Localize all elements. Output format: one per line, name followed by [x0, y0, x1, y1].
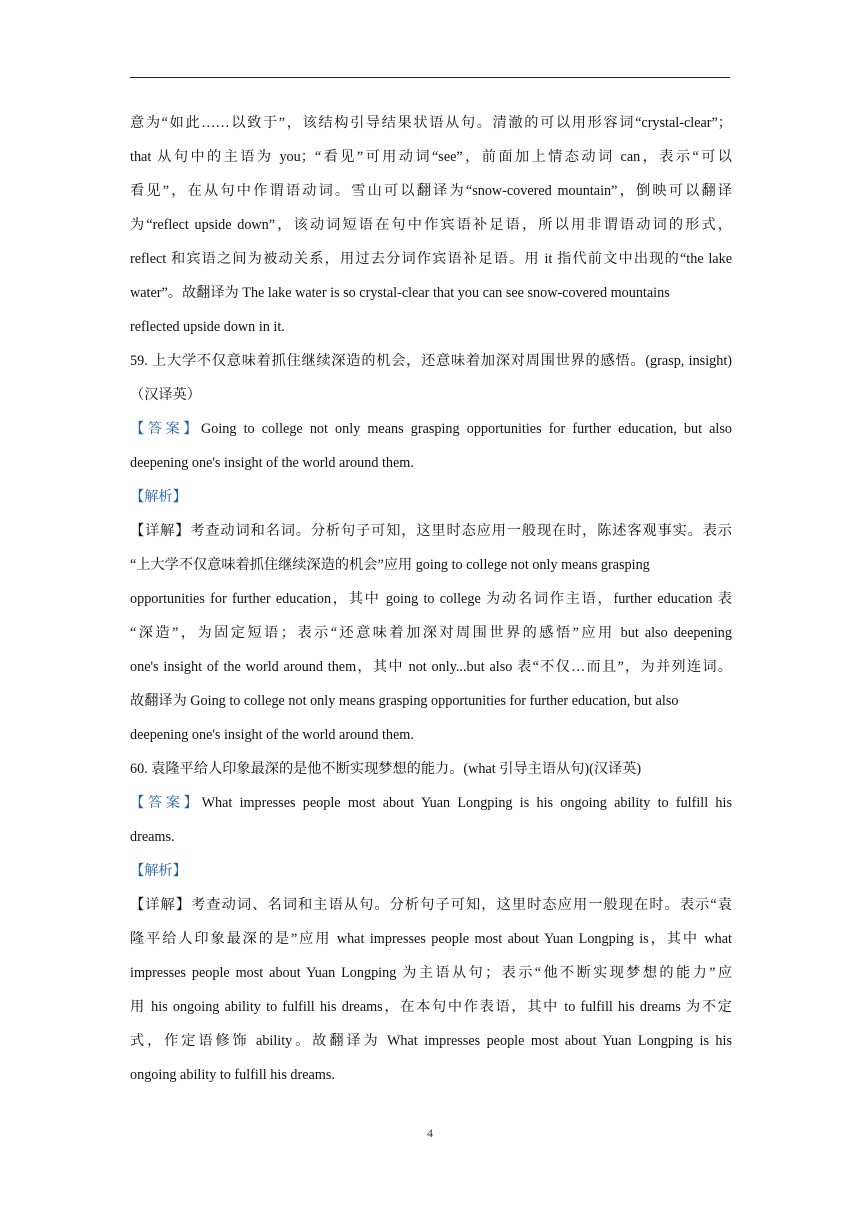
text-line — [130, 650, 732, 684]
text-line — [130, 446, 732, 480]
text-segment: reflect 和宾语之间为被动关系，用过去分词作宾语补足语。用 it 指代前文中出现的“the lake — [130, 251, 732, 267]
text-segment: What impresses people most about Yuan Longping is his ongoing ability to fulfill his — [201, 795, 732, 811]
text-segment: 【详解】考查动词和名词。分析句子可知，这里时态应用一般现在时，陈述客观事实。表示 — [130, 523, 732, 539]
text-segment: 为“reflect upside down”，该动词短语在句中作宾语补足语，所以用非谓语动词的形式， — [130, 217, 732, 233]
header-rule — [130, 77, 730, 78]
text-line — [130, 922, 732, 956]
document-body — [130, 106, 732, 1092]
text-segment: 60. 袁隆平给人印象最深的是他不断实现梦想的能力。(what 引导主语从句)(汉译英) — [130, 761, 642, 777]
text-line — [130, 174, 732, 208]
section-marker: 【解析】 — [130, 863, 187, 879]
text-segment: that 从句中的主语为 you；“看见”可用动词“see”，前面加上情态动词 can，表示“可以 — [130, 149, 732, 165]
text-segment: 用 his ongoing ability to fulfill his dreams，在本句中作表语，其中 to fulfill his dreams 为不定 — [130, 999, 732, 1015]
section-marker: 【解析】 — [130, 489, 187, 505]
section-marker: 【答案】 — [130, 421, 202, 437]
text-line — [130, 616, 732, 650]
text-segment: impresses people most about Yuan Longping 为主语从句；表示“他不断实现梦想的能力”应 — [130, 965, 732, 981]
text-segment: dreams. — [130, 829, 175, 845]
text-line — [130, 1024, 732, 1058]
text-line — [130, 752, 732, 786]
text-segment: Going to college not only means grasping opportunities for further education, but also — [201, 421, 732, 437]
text-line — [130, 310, 732, 344]
text-segment: 59. 上大学不仅意味着抓住继续深造的机会，还意味着加深对周围世界的感悟。(grasp, insight) — [130, 353, 732, 369]
text-segment: reflected upside down in it. — [130, 319, 285, 335]
text-line — [130, 514, 732, 548]
text-line — [130, 412, 732, 446]
text-line — [130, 276, 732, 310]
text-line — [130, 242, 732, 276]
page-number: 4 — [427, 1126, 433, 1140]
text-segment: ongoing ability to fulfill his dreams. — [130, 1067, 335, 1083]
text-segment: one's insight of the world around them，其中 not only...but also 表“不仅…而且”，为并列连词。 — [130, 659, 732, 675]
text-line — [130, 854, 732, 888]
text-line — [130, 344, 732, 378]
text-line — [130, 582, 732, 616]
text-segment: 意为“如此……以致于”，该结构引导结果状语从句。清澈的可以用形容词“crystal-clear”； — [130, 115, 732, 131]
text-line — [130, 106, 732, 140]
text-segment: 故翻译为 Going to college not only means grasping opportunities for further education, but also — [130, 693, 679, 709]
text-segment: 看见”，在从句中作谓语动词。雪山可以翻译为“snow-covered mountain”，倒映可以翻译 — [130, 183, 732, 199]
text-line — [130, 378, 732, 412]
text-segment: 式，作定语修饰 ability。故翻译为 What impresses people most about Yuan Longping is his — [130, 1033, 732, 1049]
text-segment: water”。故翻译为 The lake water is so crystal-clear that you can see snow-covered mountains — [130, 285, 670, 301]
text-line — [130, 786, 732, 820]
text-segment: 【详解】考查动词、名词和主语从句。分析句子可知，这里时态应用一般现在时。表示“袁 — [130, 897, 732, 913]
text-segment: deepening one's insight of the world around them. — [130, 727, 414, 743]
text-line — [130, 888, 732, 922]
text-segment: （汉译英） — [130, 387, 201, 403]
text-segment: 隆平给人印象最深的是”应用 what impresses people most about Yuan Longping is，其中 what — [130, 931, 732, 947]
section-marker: 【答案】 — [130, 795, 202, 811]
text-line — [130, 684, 732, 718]
text-line — [130, 548, 732, 582]
text-segment: opportunities for further education，其中 going to college 为动名词作主语，further education 表 — [130, 591, 732, 607]
text-segment: “深造”，为固定短语；表示“还意味着加深对周围世界的感悟”应用 but also deepening — [130, 625, 732, 641]
text-line — [130, 140, 732, 174]
text-line — [130, 820, 732, 854]
text-segment: deepening one's insight of the world around them. — [130, 455, 414, 471]
text-segment: “上大学不仅意味着抓住继续深造的机会”应用 going to college not only means grasping — [130, 557, 650, 573]
text-line — [130, 1058, 732, 1092]
text-line — [130, 956, 732, 990]
text-line — [130, 480, 732, 514]
text-line — [130, 208, 732, 242]
text-line — [130, 990, 732, 1024]
text-line — [130, 718, 732, 752]
